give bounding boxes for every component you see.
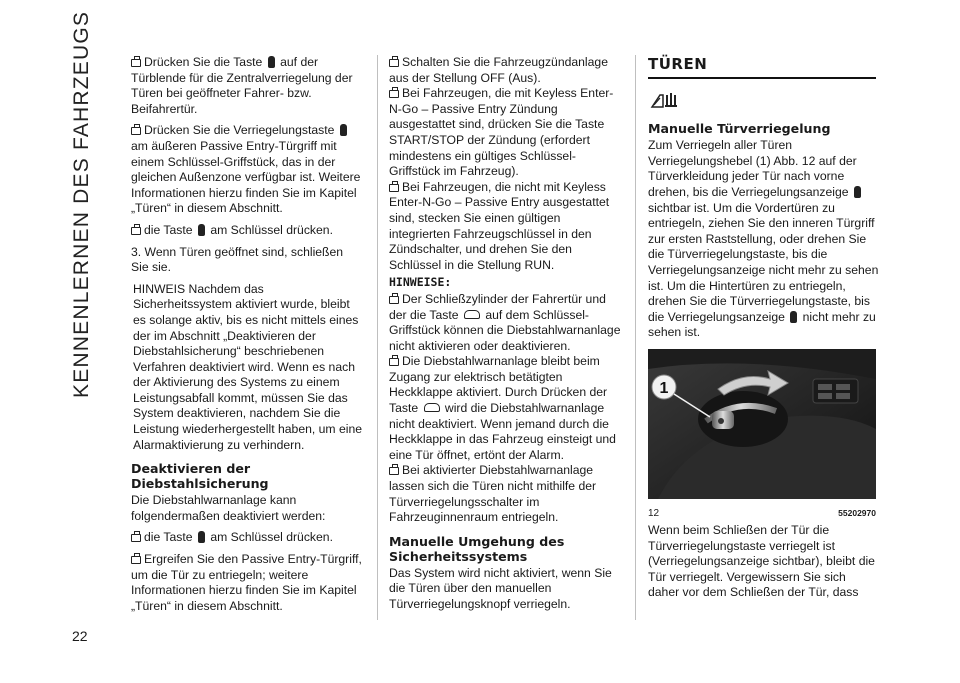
figure-code: 55202970 — [838, 507, 876, 518]
bullet-icon — [389, 467, 399, 475]
bullet-icon — [131, 127, 141, 135]
paragraph: die Taste am Schlüssel drücken. — [131, 223, 363, 239]
page-number: 22 — [72, 628, 88, 644]
column-divider — [377, 55, 378, 620]
column-1 — [131, 55, 363, 620]
paragraph: Ergreifen Sie den Passive Entry-Türgriff, um die Tür zu entriegeln; weitere Informationen hierzu finden Sie im Kapitel „Türen“ in diesem Abschnitt. — [131, 552, 362, 613]
column-2 — [389, 55, 621, 619]
paragraph: Drücken Sie die Verriegelungstaste am äußeren Passive Entry-Türgriff mit einem Schlüssel-Griffstück, das in der gleichen Außenzone verfügbar ist. Weitere Informationen hierzu finden Sie im Kapitel „Türen“ in diesem Abschnitt. — [131, 123, 361, 216]
bullet-icon — [131, 534, 141, 542]
notes-heading: HINWEISE: — [389, 275, 452, 290]
paragraph: Die Diebstahlwarnanlage kann folgendermaßen deaktiviert werden: — [131, 493, 326, 523]
column-3 — [648, 55, 880, 607]
bullet-icon — [131, 227, 141, 235]
paragraph: 3. Wenn Türen geöffnet sind, schließen Sie sie. — [131, 244, 344, 275]
column-divider — [635, 55, 636, 620]
note-paragraph: HINWEIS Nachdem das Sicherheitssystem aktiviert wurde, bleibt es solange aktiv, bis es nicht mittels eines der im Abschnitt „Deaktivieren der Diebstahlsicherung“ beschriebenen Verfahren deaktiviert wird. Wenn es nach der Aktivierung des Systems zu einem Leistungsabfall kommt, müssen Sie das System deaktivieren, nachdem Sie die Leistung wiederhergestellt haben, um eine Alarmaktivierung zu verhindern. — [133, 281, 363, 452]
bullet-icon — [389, 59, 399, 67]
bullet-icon — [389, 184, 399, 192]
section-heading: Deaktivieren der Diebstahlsicherung — [131, 461, 269, 492]
paragraph: Bei Fahrzeugen, die nicht mit Keyless Enter-N-Go – Passive Entry ausgestattet sind, stecken Sie einen gültigen integrierten Fahrzeugschlüssel in den Zündschalter, und drehen Sie den Schlüssel in die Stellung RUN. — [389, 179, 610, 272]
chapter-side-title: KENNENLERNEN DES FAHRZEUGS — [70, 10, 93, 398]
section-title: TÜREN — [648, 55, 708, 73]
liftgate-icon — [424, 403, 440, 412]
paragraph: Wenn beim Schließen der Tür die Türverriegelungstaste verriegelt ist (Verriegelungsanzeige sichtbar), bleibt die Tür verriegelt. Vergewissern Sie sich daher vor dem Schließen der Tür, dass — [648, 523, 875, 600]
key-fob-unlock-icon — [198, 531, 205, 543]
section-heading: Manuelle Umgehung des Sicherheitssystems — [389, 533, 565, 564]
bullet-icon — [389, 90, 399, 98]
paragraph: Bei Fahrzeugen, die mit Keyless Enter-N-Go – Passive Entry Zündung ausgestattet sind, drücken Sie die Taste START/STOP der Zündung (erfordert mindestens ein gültiges Schlüssel-Griffstück im Fahrzeug). — [389, 86, 614, 179]
bullet-icon — [389, 296, 399, 304]
lock-indicator-icon — [854, 186, 861, 198]
section-heading: Manuelle Türverriegelung — [648, 121, 831, 137]
paragraph: Zum Verriegeln aller Türen Verriegelungshebel (1) Abb. 12 auf der Türverkleidung jeder Tür nach vorne drehen, bis die Verriegelungsanzeige sichtbar ist. Um die Vordertüren zu entriegeln, ziehen Sie den inneren Türgriff zur ersten Raststellung, oder drehen Sie die Türverriegelungstaste, bis die Verriegelungsanzeige nicht mehr zu sehen ist. Um die Hintertüren zu entriegeln, drehen Sie die Türverriegelungstaste, bis die Verriegelungsanzeige nicht mehr zu sehen ist. — [648, 138, 879, 340]
figure-number: 12 — [648, 507, 660, 519]
key-fob-lock-icon — [268, 56, 275, 68]
door-interior-photo — [648, 349, 876, 499]
figure-caption — [648, 506, 876, 522]
bullet-icon — [131, 59, 141, 67]
section-rule — [648, 77, 876, 79]
paragraph: Das System wird nicht aktiviert, wenn Sie die Türen über den manuellen Türverriegelungsknopf verriegeln. — [389, 565, 612, 611]
lock-indicator-icon — [790, 311, 797, 323]
paragraph: Bei aktivierter Diebstahlwarnanlage lassen sich die Türen nicht mithilfe der Türverriegelungsschalter im Fahrzeuginnenraum entriegeln. — [389, 463, 597, 525]
paragraph: Schalten Sie die Fahrzeugzündanlage aus der Stellung OFF (Aus). — [389, 55, 608, 85]
paragraph: Der Schließzylinder der Fahrertür und der die Taste auf dem Schlüssel-Griffstück können die Diebstahlwarnanlage nicht aktivieren oder deaktivieren. — [389, 291, 621, 353]
bullet-icon — [389, 358, 399, 366]
key-fob-lock-icon — [198, 224, 205, 236]
paragraph: Drücken Sie die Taste auf der Türblende für die Zentralverriegelung der Türen bei geöffneter Fahrer- bzw. Beifahrertür. — [131, 55, 353, 116]
paragraph: die Taste am Schlüssel drücken. — [131, 530, 363, 546]
bullet-icon — [131, 556, 141, 564]
door-lock-icon — [650, 89, 680, 111]
paragraph: Die Diebstahlwarnanlage bleibt beim Zugang zur elektrisch betätigten Heckklappe aktiviert. Durch Drücken der Taste wird die Diebstahlwarnanlage nicht deaktiviert. Wenn jemand durch die Heckklappe in das Fahrzeug einsteigt und eine Tür öffnet, ertönt der Alarm. — [389, 354, 616, 462]
liftgate-icon — [464, 310, 480, 319]
figure-callout: 1 — [659, 379, 669, 397]
key-fob-lock-icon — [340, 124, 347, 136]
